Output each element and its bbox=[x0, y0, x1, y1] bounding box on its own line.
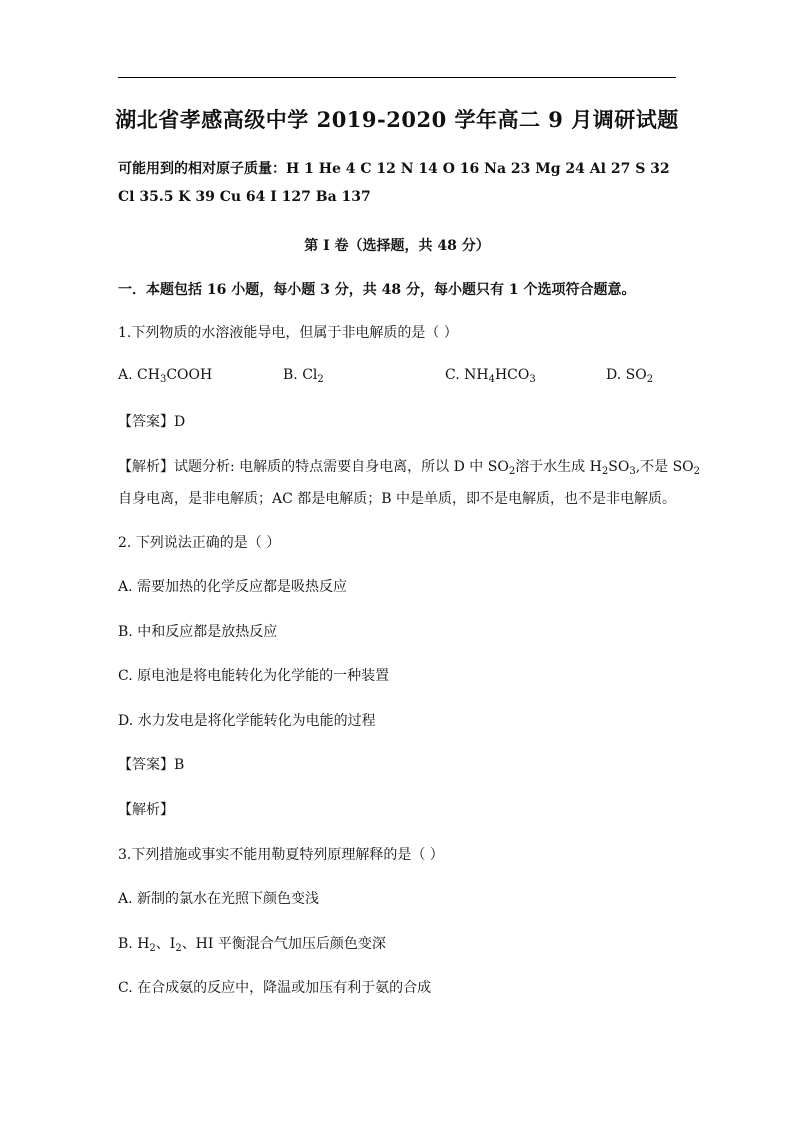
question-2-option-b: B. 中和反应都是放热反应 bbox=[118, 624, 278, 640]
option-b-text-3: 、HI 平衡混合气加压后颜色变深 bbox=[181, 936, 386, 952]
option-b-text-1: B. H bbox=[118, 936, 150, 952]
question-2-answer: 【答案】B bbox=[118, 757, 185, 773]
analysis-text-2: 溶于水生成 H bbox=[515, 459, 602, 475]
option-b-text-2: 、I bbox=[155, 936, 176, 952]
question-1-option-d bbox=[606, 367, 653, 383]
analysis-subscript-3: 3 bbox=[629, 466, 636, 477]
question-3-option-b bbox=[118, 933, 386, 953]
question-1-analysis-line-1 bbox=[118, 456, 700, 476]
question-3-option-c: C. 在合成氨的反应中，降温或加压有利于氨的合成 bbox=[118, 980, 432, 996]
instructions: 一．本题包括 16 小题，每小题 3 分，共 48 分，每小题只有 1 个选项符合题意。 bbox=[118, 282, 636, 298]
question-1-stem: 1.下列物质的水溶液能导电，但属于非电解质的是（ ） bbox=[118, 325, 458, 341]
option-a-text: A. CH bbox=[118, 367, 160, 383]
option-d-subscript: 2 bbox=[646, 374, 654, 385]
question-2-option-a: A. 需要加热的化学反应都是吸热反应 bbox=[118, 579, 348, 595]
option-c-subscript: 4 bbox=[488, 374, 495, 385]
question-1-option-a bbox=[118, 367, 212, 383]
question-1-option-b bbox=[283, 367, 324, 383]
question-2-option-c: C. 原电池是将电能转化为化学能的一种装置 bbox=[118, 668, 390, 684]
analysis-text-4: ,不是 SO bbox=[635, 459, 694, 475]
option-d-text: D. SO bbox=[606, 367, 647, 383]
analysis-subscript-4: 2 bbox=[693, 466, 701, 477]
document-title: 湖北省孝感高级中学 2019-2020 学年高二 9 月调研试题 bbox=[115, 107, 679, 132]
atomic-masses-line-1: 可能用到的相对原子质量：H 1 He 4 C 12 N 14 O 16 Na 23 Mg 24 Al 27 S 32 bbox=[118, 161, 670, 177]
analysis-subscript-2: 2 bbox=[601, 466, 609, 477]
question-1-analysis-line-2: 自身电离，是非电解质；AC 都是电解质；B 中是单质，即不是电解质，也不是非电解质。 bbox=[118, 491, 677, 507]
header-rule bbox=[118, 77, 676, 78]
analysis-text-3: SO bbox=[608, 459, 630, 475]
option-b-subscript-1: 2 bbox=[149, 943, 156, 954]
question-3-option-a: A. 新制的氯水在光照下颜色变浅 bbox=[118, 891, 320, 907]
option-a-subscript: 3 bbox=[159, 374, 167, 385]
question-2-stem: 2. 下列说法正确的是（ ） bbox=[118, 535, 281, 551]
question-2-analysis: 【解析】 bbox=[118, 802, 174, 818]
question-3-stem: 3.下列措施或事实不能用勒夏特列原理解释的是（ ） bbox=[118, 847, 444, 863]
option-a-text-end: COOH bbox=[166, 367, 213, 383]
option-c-subscript-2: 3 bbox=[529, 374, 536, 385]
question-1-option-c bbox=[445, 367, 536, 383]
option-b-subscript: 2 bbox=[317, 374, 324, 385]
question-2-option-d: D. 水力发电是将化学能转化为电能的过程 bbox=[118, 713, 376, 729]
question-1-answer: 【答案】D bbox=[118, 414, 186, 430]
option-c-text: C. NH bbox=[445, 367, 489, 383]
analysis-text-1: 【解析】试题分析: 电解质的特点需要自身电离，所以 D 中 SO bbox=[118, 459, 509, 475]
option-b-subscript-2: 2 bbox=[175, 943, 182, 954]
option-c-text-end: HCO bbox=[494, 367, 530, 383]
atomic-masses-line-2: Cl 35.5 K 39 Cu 64 I 127 Ba 137 bbox=[118, 189, 371, 205]
option-b-text: B. Cl bbox=[283, 367, 318, 383]
analysis-subscript-1: 2 bbox=[508, 466, 516, 477]
section-title: 第 I 卷（选择题，共 48 分） bbox=[304, 238, 490, 254]
